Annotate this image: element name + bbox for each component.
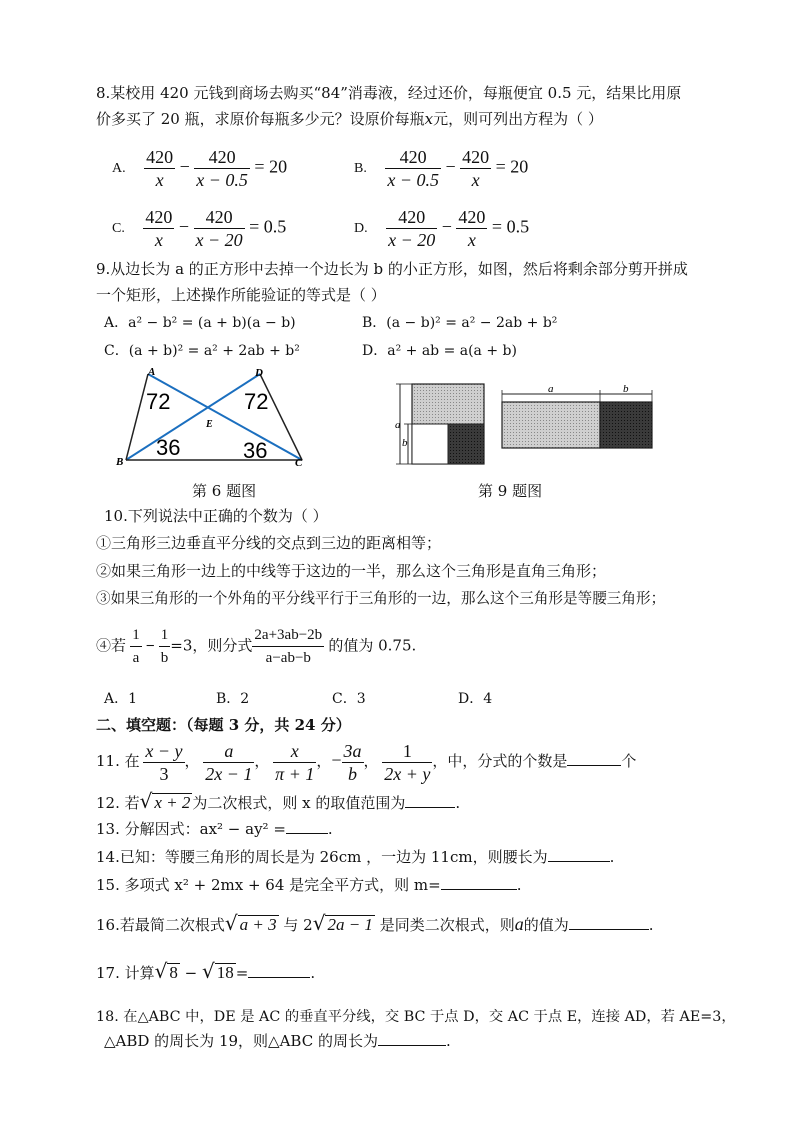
denominator: x xyxy=(471,170,480,190)
label-b: B xyxy=(116,456,124,468)
denominator: x xyxy=(155,170,164,190)
q9-line2: 一个矩形，上述操作所能验证的等式是（ ） xyxy=(96,286,386,304)
q18-answer-blank[interactable] xyxy=(378,1031,446,1046)
denominator: 2x + y xyxy=(384,764,431,784)
fig9-label-a-left: a xyxy=(395,419,401,431)
fig6-caption: 第 6 题图 xyxy=(192,482,257,500)
s4-prefix: ④若 xyxy=(96,636,127,655)
q11-text: ，中，分式的个数是 xyxy=(432,751,568,770)
q16-var: a xyxy=(514,914,524,934)
q17: 17. 计算√ 8 − √ 18 = . xyxy=(96,959,316,983)
denominator: x xyxy=(467,230,476,250)
s4-mid: =3，则分式 xyxy=(170,636,253,655)
q16-mid: 与 2 xyxy=(283,916,313,934)
q8-line1: 8.某校用 420 元钱到商场去购买“84”消毒液，经过还价，每瓶便宜 0.5 元，结果比用原 xyxy=(96,84,682,102)
numerator: 1 xyxy=(130,624,142,647)
q11-unit: 个 xyxy=(621,751,637,770)
fig9-label-b-right: b xyxy=(623,383,629,395)
option-label: A. xyxy=(112,160,126,176)
q10-option-a[interactable]: A．1 xyxy=(104,691,138,707)
numerator: 420 xyxy=(385,146,441,169)
q12-text: 为二次根式，则 x 的取值范围为 xyxy=(192,794,406,812)
figure-9 xyxy=(390,378,665,470)
numerator: 420 xyxy=(386,206,437,229)
q12-prefix: 12. 若 xyxy=(96,794,140,812)
radicand: 2a − 1 xyxy=(327,915,373,934)
angle-72-left: 72 xyxy=(146,389,171,414)
numerator: x xyxy=(273,740,316,763)
q8-option-a[interactable]: A. $\frac{420}{x}$ − $\frac{420}{x - 0.5}$ = 20 xyxy=(112,147,288,190)
q16-prefix: 16.若最简二次根式 xyxy=(96,916,225,934)
q9-option-c[interactable]: C．(a + b)² = a² + 2ab + b² xyxy=(104,343,300,359)
rhs: = 20 xyxy=(254,156,288,177)
q14: 14.已知：等腰三角形的周长是为 26cm ，一边为 11cm，则腰长为 . xyxy=(96,848,615,866)
numerator: x − y xyxy=(145,741,183,761)
label-e: E xyxy=(206,419,213,430)
q16-answer-blank[interactable] xyxy=(569,915,649,930)
q10-option-c[interactable]: C．3 xyxy=(332,691,366,707)
q10-statement-1: ①三角形三边垂直平分线的交点到三边的距离相等； xyxy=(96,534,442,552)
label-d: D xyxy=(255,367,263,379)
radicand: 18 xyxy=(216,963,234,982)
q16: 16.若最简二次根式√ a + 3 与 2√ 2a − 1 是同类二次根式，则a的值为 . xyxy=(96,911,654,935)
q11-answer-blank[interactable] xyxy=(567,751,621,766)
denominator: 2x − 1 xyxy=(205,764,253,784)
numerator: a xyxy=(203,740,254,763)
q18-line1: 18. 在△ABC 中，DE 是 AC 的垂直平分线，交 BC 于点 D，交 AC 于点 E，连接 AD，若 AE=3， xyxy=(96,1009,736,1025)
angle-72-right: 72 xyxy=(244,389,269,414)
denominator: x − 0.5 xyxy=(387,170,439,190)
q18-text: △ABD 的周长为 19，则△ABC 的周长为 xyxy=(104,1032,378,1050)
q14-answer-blank[interactable] xyxy=(548,847,610,862)
figure-6 xyxy=(112,364,312,474)
q9-line1: 9.从边长为 a 的正方形中去掉一个边长为 b 的小正方形，如图，然后将剩余部分剪开拼成 xyxy=(96,260,688,278)
q8-option-c[interactable]: C. $\frac{420}{x}$ − $\frac{420}{x - 20}$ = 0.5 xyxy=(112,207,287,250)
rhs: = 0.5 xyxy=(491,216,530,237)
q10-statement-2: ②如果三角形一边上的中线等于这边的一半，那么这个三角形是直角三角形； xyxy=(96,562,607,580)
denominator: x − 20 xyxy=(195,230,243,250)
numerator: 420 xyxy=(194,206,245,229)
fig9-label-a-right: a xyxy=(548,383,554,395)
denominator: a−ab−b xyxy=(265,650,311,666)
q13: 13. 分解因式：ax² − ay² = . xyxy=(96,820,333,838)
q17-prefix: 17. 计算 xyxy=(96,964,155,982)
denominator: x xyxy=(154,230,163,250)
q12: 12. 若√ x + 2 为二次根式，则 x 的取值范围为 . xyxy=(96,789,461,813)
radicand: 8 xyxy=(169,963,178,982)
angle-36-left: 36 xyxy=(156,435,181,460)
rhs: = 0.5 xyxy=(249,216,287,237)
q8-var: x xyxy=(424,110,434,128)
s4-post: 的值为 0.75. xyxy=(328,636,417,655)
q10-option-b[interactable]: B．2 xyxy=(216,691,250,707)
q18-line2: △ABD 的周长为 19，则△ABC 的周长为 . xyxy=(104,1032,451,1050)
minus-sign: − xyxy=(184,964,198,982)
numerator: 1 xyxy=(382,740,432,763)
fig9-caption: 第 9 题图 xyxy=(478,482,543,500)
minus-sign: − xyxy=(331,749,342,770)
q9-option-b[interactable]: B．(a − b)² = a² − 2ab + b² xyxy=(362,315,558,331)
fig9-label-b-left: b xyxy=(402,437,408,449)
q10-statement-3: ③如果三角形的一个外角的平分线平行于三角形的一边，那么这个三角形是等腰三角形； xyxy=(96,590,666,607)
radicand: x + 2 xyxy=(154,793,191,812)
denominator: x − 20 xyxy=(388,230,436,250)
q16-text: 是同类二次根式，则 xyxy=(379,916,515,934)
q14-text: 14.已知：等腰三角形的周长是为 26cm ，一边为 11cm，则腰长为 xyxy=(96,848,548,866)
q10-option-d[interactable]: D．4 xyxy=(458,691,493,707)
rhs: = 20 xyxy=(495,156,529,177)
q8-line2-end: 元，则可列出方程为（ ） xyxy=(433,110,603,128)
angle-36-right: 36 xyxy=(243,438,268,463)
q11: 11. 在 $\frac{x - y}{3}$ ， $\frac{a}{2x - 1}$ ， $\frac{x}{\pi + 1}$ ，− $\frac{3a}{b}$ ， $\frac{1}{2x + y}$ ，中，分式的个数是 个 xyxy=(96,741,637,784)
numerator: 420 xyxy=(458,207,486,227)
q10-statement-4 xyxy=(96,624,416,669)
label-a: A xyxy=(148,366,156,378)
numerator: 420 xyxy=(145,207,173,227)
numerator: 2a+3ab−2b xyxy=(252,624,324,647)
q8-line2-text: 价多买了 20 瓶，求原价每瓶多少元？设原价每瓶 xyxy=(96,110,425,128)
q8-line2 xyxy=(96,108,603,130)
label-c: C xyxy=(295,457,303,469)
q9-option-a[interactable]: A．a² − b² = (a + b)(a − b) xyxy=(104,315,296,331)
q11-prefix: 11. 在 xyxy=(96,751,140,770)
q8-option-d[interactable]: D. $\frac{420}{x - 20}$ − $\frac{420}{x}$ = 0.5 xyxy=(354,207,530,250)
minus-sign: − xyxy=(145,637,155,655)
q10-stem: 10.下列说法中正确的个数为（ ） xyxy=(104,507,328,525)
radicand: a + 3 xyxy=(239,915,277,934)
section-2-heading: 二、填空题：（每题 3 分，共 24 分） xyxy=(96,716,351,734)
q15-answer-blank[interactable] xyxy=(441,875,517,890)
denominator: π + 1 xyxy=(275,764,315,784)
q13-answer-blank[interactable] xyxy=(286,819,328,834)
q16-text-end: 的值为 xyxy=(523,916,569,934)
q12-answer-blank[interactable] xyxy=(405,793,455,808)
numerator: 420 xyxy=(462,147,490,167)
q15: 15. 多项式 x² + 2mx + 64 是完全平方式，则 m= . xyxy=(96,876,522,894)
option-label: C. xyxy=(112,220,125,236)
denominator: b xyxy=(348,764,358,784)
denominator: b xyxy=(160,650,169,666)
option-label: B. xyxy=(354,160,367,176)
q9-option-d[interactable]: D．a² + ab = a(a + b) xyxy=(362,343,517,359)
numerator: 1 xyxy=(159,624,171,647)
denominator: x − 0.5 xyxy=(196,170,248,190)
q13-text: 13. 分解因式：ax² − ay² = xyxy=(96,820,286,838)
q17-answer-blank[interactable] xyxy=(248,963,310,978)
equals-sign: = xyxy=(235,964,249,982)
option-label: D. xyxy=(354,220,368,236)
denominator: a xyxy=(132,650,140,666)
numerator: 3a xyxy=(343,741,362,761)
numerator: 420 xyxy=(194,146,250,169)
q8-option-b[interactable]: B. $\frac{420}{x - 0.5}$ − $\frac{420}{x}$ = 20 xyxy=(354,147,529,190)
q15-text: 15. 多项式 x² + 2mx + 64 是完全平方式，则 m= xyxy=(96,876,441,894)
denominator: 3 xyxy=(159,764,169,784)
numerator: 420 xyxy=(146,147,174,167)
